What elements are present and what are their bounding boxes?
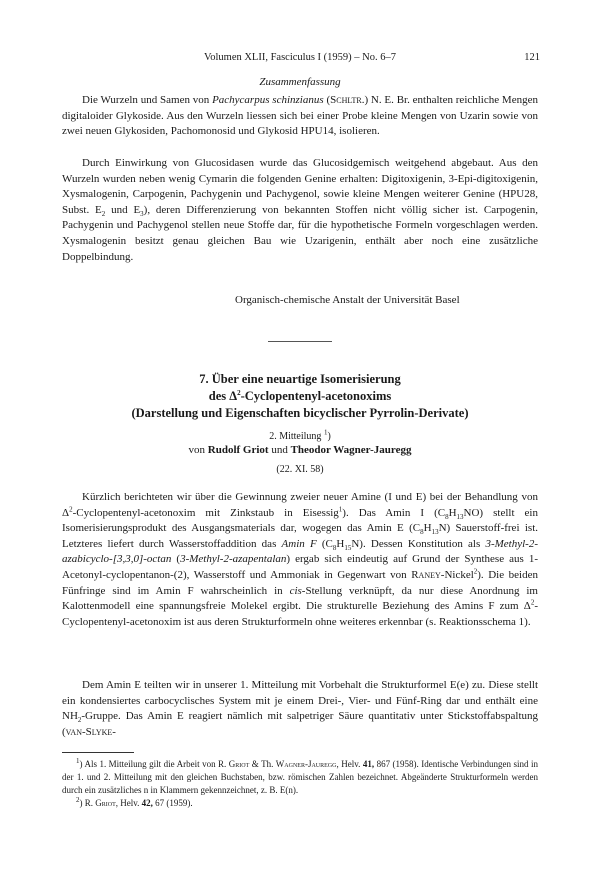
- author-griot: Rudolf Griot: [207, 444, 269, 456]
- footnote-2: $^2$) R. Griot, Helv. 42, 67 (1959).: [76, 796, 193, 808]
- page-number: 121: [524, 52, 540, 63]
- article-title: [40, 371, 560, 422]
- author-wagner-jauregg: Theodor Wagner-Jauregg: [290, 444, 412, 456]
- article-subtitle: 2. Mitteilung $^1$): [269, 428, 331, 442]
- section-divider: [268, 341, 332, 342]
- body-paragraph-2: Dem Amin E teilten wir in unserer 1. Mitteilung mit Vorbehalt die Strukturformel E(e) zu. Diese stellt ein kondensiertes carbocyclisches System mit je einem Drei-, Vier- und Fünf-Ring dar und enthält eine $NH_2$-Gruppe. Das Amin E reagiert nämlich mit salpetriger Säure quantitativ unter Stickstoffabspaltung (van-Slyke-: [62, 679, 538, 738]
- author-line: von Rudolf Griot und Theodor Wagner-Jauregg: [188, 444, 412, 456]
- institute-affiliation: Organisch-chemische Anstalt der Universität Basel: [235, 294, 460, 306]
- summary-paragraph-1: Die Wurzeln und Samen von Pachycarpus schinzianus (Schltr.) N. E. Br. enthalten reichliche Mengen digitaloider Glykoside. Aus den Wurzeln liessen sich bei einer Probe kleine Mengen von Uzarin sowie von zwei neuen Glykosiden, Pachomonosid und Glykosid HPU14, isolieren.: [62, 94, 538, 138]
- summary-heading: Zusammenfassung: [259, 76, 341, 88]
- page-header: [0, 52, 600, 68]
- received-date: (22. XI. 58): [276, 464, 324, 475]
- title-line-1: 7. Über eine neuartige Isomerisierung: [199, 372, 401, 386]
- footnote-1: $^1$) Als 1. Mitteilung gilt die Arbeit von R. Griot & Th. Wagner-Jauregg, Helv. 41, 867 (1958). Identische Verbindungen sind in der 1. und 2. Mitteilung mit den gleichen Buchstaben, bzw. römischen Zahlen bezeichnet. Abgeänderte Strukturformeln werden durch ein zusätzliches n in Klammern gekennzeichnet, z. B. E(n).: [62, 757, 539, 795]
- footnotes: [62, 758, 538, 810]
- summary-paragraph-2: Durch Einwirkung von Glucosidasen wurde das Glucosidgemisch weitgehend abgebaut. Aus den Wurzeln wurden neben wenig Cymarin die folgenden Genine erhalten: Digitoxigenin, 3-Epi-digitoxigenin, Xysmalogenin, Carpogenin, Pachygenin und Pachygenol, sowie kleine Mengen weiterer Genine (HPU28, Subst. $E_2$ und $E_3$), deren Differenzierung von bekannten Stoffen nicht völlig sicher ist. Carpogenin, Pachygenin und Pachygenol stellen neue Stoffe dar, für die hypothetische Formeln vorgeschlagen werden. Xysmalogenin besitzt genau gleichen Bau wie Uzarigenin, enthält aber noch eine zusätzliche Doppelbindung.: [62, 157, 538, 263]
- body-paragraph-1: Kürzlich berichteten wir über die Gewinnung zweier neuer Amine (I und E) bei der Behandlung von $\Delta^2-Cyclopentenyl$-acetonoxim mit Zinkstaub in Eisessig$^1$). Das Amin I $(C_8H_{13}NO)$ stellt ein Isomerisierungsprodukt des Ausgangsmaterials dar, wogegen das Amin E $(C_8H_{13}N)$ Sauerstoff-frei ist. Letzteres liefert durch Wasserstoffaddition das Amin F $(C_8H_{15}N)$. Dessen Konstitution als 3-Methyl-2-azabicyclo-[3,3,0]-octan (3-Methyl-2-azapentalan) ergab sich eindeutig auf Grund der Synthese aus 1-Acetonyl-cyclopentanon-(2), Wasserstoff und Ammoniak in Gegenwart von Raney-Nickel$^2$). Die beiden Fünfringe sind im Amin F wahrscheinlich in cis-Stellung verknüpft, da nur diese Anordnung im Kalottenmodell eine spannungsfreie Molekel ergibt. Die strukturelle Beziehung des Amins F zum $\Delta^2-Cyclopentenyl$-acetonoxim ist aus deren Strukturformeln ohne weiteres erkennbar (s. Reaktionsschema 1).: [62, 491, 539, 628]
- footnote-rule: [62, 752, 134, 753]
- title-line-2: des $\Delta^2-Cyclopentenyl$-acetonoxims: [208, 388, 392, 403]
- running-head: Volumen XLII, Fasciculus I (1959) – No. 6–7: [204, 52, 396, 63]
- title-line-3: (Darstellung und Eigenschaften bicyclischer Pyrrolin-Derivate): [131, 406, 469, 420]
